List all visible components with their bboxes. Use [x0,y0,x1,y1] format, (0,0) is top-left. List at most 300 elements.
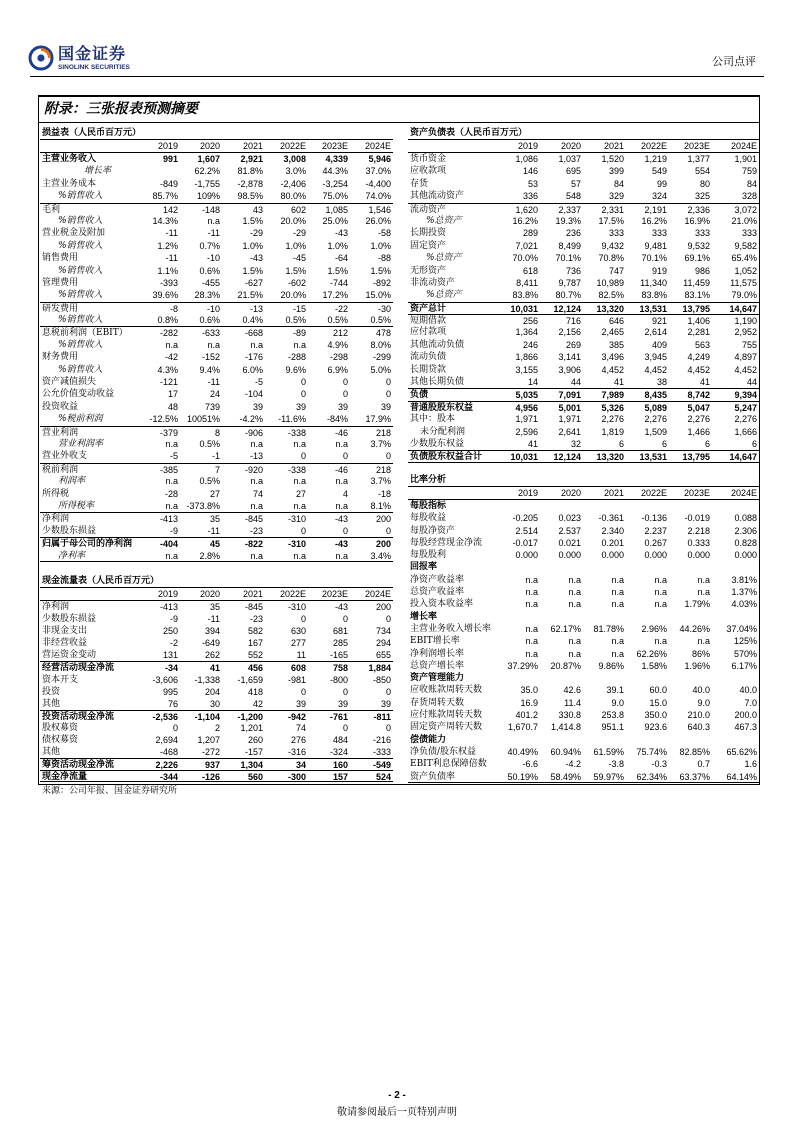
cell-value: 7.0 [744,697,757,708]
table-row [408,314,759,326]
cell-value: n.a [697,636,710,647]
cell-value: 60.94% [550,746,581,757]
cell-value: n.a [165,438,178,449]
cell-value: 26.0% [365,215,391,226]
cell-value: 83.8% [641,290,667,301]
cell-value: 4 [342,488,348,499]
cell-value: 0.000 [644,550,667,561]
table-row [408,426,759,438]
cell-value: n.a [568,648,581,659]
cell-value: -633 [201,328,220,339]
cell-value: -30 [377,303,391,314]
cell-value: -9 [169,614,178,625]
cell-value: 289 [522,228,538,239]
cell-value: -46 [334,427,348,438]
cell-value: 554 [694,166,710,177]
cell-value: -892 [372,277,391,288]
cell-value: -288 [287,352,306,363]
row-label: %税前利润 [58,414,103,425]
cell-value: -45 [292,253,306,264]
cell-value: -845 [244,602,263,612]
row-label: 其他流动负债 [410,339,465,350]
cell-value: 0.021 [558,537,581,548]
cell-value: -165 [329,650,348,661]
cell-value: 44.3% [322,166,348,177]
row-label: 财务费用 [42,352,79,363]
cell-value: -0.017 [512,537,538,548]
cell-value: 9,582 [734,240,757,251]
table-row [40,277,393,289]
cell-value: 39 [252,401,263,412]
year-header: 2019 [517,488,538,498]
cell-value: -2,536 [152,711,178,722]
year-header: 2021 [603,141,624,151]
cell-value: 1.1% [157,265,178,276]
cell-value: -23 [249,525,263,536]
cell-value: -121 [159,377,178,388]
cell-value: -43 [334,539,348,550]
cell-value: 6.17% [731,660,757,671]
table-row [408,240,759,252]
row-label: 投入资本收益率 [410,599,474,610]
cell-value: -845 [244,514,263,525]
cell-value: 1,201 [240,722,263,733]
cell-value: 9,432 [601,240,624,251]
cell-value: 4,249 [687,352,710,363]
year-header: 2022E [640,488,667,498]
header-label-cell [408,487,498,499]
cell-value: 2,276 [601,414,624,425]
cell-value: 294 [375,638,391,649]
table-row [40,463,393,475]
cell-value: -468 [159,747,178,758]
cell-value: -811 [373,711,391,722]
cell-value: 1,620 [515,204,538,215]
cell-value: 4,956 [515,402,538,413]
table-row [40,153,393,165]
row-label: 主营业务收入 [42,154,97,164]
cell-value: 563 [694,339,710,350]
cell-value: 5,035 [515,390,538,401]
table-row [40,722,393,734]
cell-value: n.a [293,500,306,511]
cell-value: 99 [656,178,667,189]
cell-value: 277 [290,638,306,649]
table-row [408,549,759,561]
cell-value: 42 [252,698,263,709]
cell-value: 333 [694,228,710,239]
cell-value: 8,435 [644,390,667,401]
cell-value: 2.306 [734,525,757,536]
cell-value: 39.6% [152,290,178,301]
cell-value: 11,340 [640,277,667,288]
cell-value: 0.5% [199,438,220,449]
row-label: 其他 [42,698,61,709]
cell-value: 548 [565,191,581,202]
cell-value: 560 [247,772,263,782]
cell-value: 325 [694,191,710,202]
cell-value: 35 [209,602,220,612]
cell-value: 37.29% [507,660,538,671]
cell-value: 1,819 [601,426,624,437]
cell-value: 80 [699,178,710,189]
cell-value: 50.19% [507,771,538,782]
cell-value: 1,971 [515,414,538,425]
cell-value: -9 [169,525,178,536]
table-row [40,758,393,770]
cell-value: 1.58% [641,660,667,671]
cell-value: -10 [206,253,220,264]
cell-value: 6 [618,438,624,449]
cell-value: 0.000 [687,550,710,561]
cell-value: 333 [651,228,667,239]
cell-value: 5,047 [687,402,710,413]
row-label: 筹资活动现金净流 [42,760,115,771]
cell-value: -385 [159,464,178,475]
row-label: 营业外收支 [42,451,88,462]
cell-value: -6.6 [522,759,538,770]
table-row [408,721,759,733]
year-header: 2023E [321,141,348,151]
row-label: %销售收入 [58,215,103,226]
cell-value: 552 [247,650,263,661]
cell-value: 736 [565,265,581,276]
cell-value: 57 [570,178,581,189]
cell-value: 9.86% [598,660,624,671]
cell-value: 30 [209,698,220,709]
row-label: 销售费用 [42,253,79,264]
cell-value: 1,466 [687,426,710,437]
row-label: 应收款项 [410,166,447,177]
cell-value: 7 [214,464,220,475]
table-row [408,203,759,215]
table-row [408,648,759,660]
cell-value: 204 [204,686,220,697]
section-heading-row [408,500,759,512]
cell-value: 0 [385,525,391,536]
cell-value: 64.14% [726,771,757,782]
row-label: 公允价值变动收益 [42,389,115,400]
cell-value: -43 [334,228,348,239]
cell-value: 262 [204,650,220,661]
cell-value: n.a [611,648,624,659]
table-row [408,450,759,462]
cell-value: -1,338 [194,674,220,685]
cell-value: 70.1% [641,253,667,264]
cell-value: 1,190 [734,316,757,327]
row-label: 主营业务成本 [42,178,97,189]
cell-value: 0 [342,722,348,733]
cell-value: 200.0 [734,710,757,721]
cell-value: 63.37% [679,771,710,782]
table-row [408,302,759,314]
table-row [408,376,759,388]
cell-value: 13,320 [596,303,624,314]
cell-value: 0 [342,525,348,536]
year-header: 2024E [364,589,391,599]
cell-value: 0 [385,722,391,733]
cell-value: -1 [211,451,220,462]
cell-value: 157 [332,772,348,782]
cell-value: 69.1% [684,253,710,264]
table-row [408,746,759,758]
row-label: %销售收入 [58,315,103,326]
table-row [40,746,393,758]
cell-value: 755 [741,339,757,350]
cell-value: 13,320 [596,452,624,462]
cell-value: n.a [293,438,306,449]
cell-value: 1.0% [242,240,263,251]
cell-value: 86% [691,648,710,659]
cell-value: 2.237 [644,525,667,536]
cell-value: 6 [704,438,710,449]
cell-value: 131 [162,650,178,661]
header-label-cell [40,588,137,600]
table-row [408,684,759,696]
cell-value: -29 [292,228,306,239]
header-divider [30,76,764,77]
table-row [40,698,393,710]
cell-value: 5,001 [558,402,581,413]
cell-value: 8,499 [558,240,581,251]
cell-value: n.a [654,599,667,610]
cell-value: 1.0% [285,240,306,251]
cell-value: 2,694 [155,735,178,746]
cell-value: 2,596 [515,426,538,437]
cell-value: 399 [608,166,624,177]
cell-value: 200 [375,539,391,550]
cell-value: 618 [522,265,538,276]
cell-value: 60.0 [649,685,667,696]
cell-value: 1,971 [558,414,581,425]
cell-value: -11 [207,228,220,239]
cell-value: 1.0% [327,240,348,251]
table-row [40,178,393,190]
table-row [40,637,393,649]
cell-value: 39.1 [606,685,624,696]
cell-value: 84 [613,178,624,189]
table-row [408,165,759,177]
cell-value: -11 [165,253,178,264]
cell-value: 1,304 [240,760,263,771]
cell-value: 218 [375,464,391,475]
cell-value: 747 [608,265,624,276]
cell-value: 85.7% [152,191,178,202]
cell-value: -298 [329,352,348,363]
table-row [40,710,393,722]
cell-value: 65.62% [726,746,757,757]
cell-value: 236 [565,228,581,239]
table-row [40,426,393,438]
table-row [408,438,759,450]
cell-value: -761 [329,711,348,722]
cell-value: -649 [201,638,220,649]
row-label: 长期贷款 [410,364,447,375]
row-label: 净负债/股东权益 [410,746,477,757]
table-row [40,550,393,562]
table-row [408,215,759,227]
cell-value: 17 [167,389,178,400]
cell-value: n.a [611,587,624,598]
cell-value: 3.0% [285,166,306,177]
row-label: 经营活动现金净流 [42,663,115,674]
cell-value: 7,021 [515,240,538,251]
row-label: 固定资产周转天数 [410,722,483,733]
cell-value: 82.5% [598,290,624,301]
cell-value: 17.9% [365,414,391,425]
cell-value: -43 [249,253,263,264]
title-divider [38,122,760,123]
year-header-row [408,487,759,500]
table-row [40,203,393,215]
cell-value: n.a [250,550,263,561]
table-row [40,438,393,450]
cell-value: -4,400 [365,178,391,189]
cell-value: 40.49% [507,746,538,757]
row-label: %总资产 [426,290,462,301]
row-label: 营业税金及附加 [42,228,106,239]
cell-value: 13,795 [682,452,710,462]
cell-value: 39 [295,698,306,709]
table-row [40,401,393,413]
row-label: %销售收入 [58,339,103,350]
cell-value: 81.8% [237,166,263,177]
cell-value: n.a [697,574,710,585]
source-note: 来源：公司年报、国金证券研究所 [42,786,178,796]
cell-value: 0.6% [199,265,220,276]
cell-value: 250 [162,626,178,637]
cell-value: 16.2% [512,215,538,226]
cell-value: 9,481 [644,240,667,251]
cell-value: -2,406 [280,178,306,189]
table-row [408,153,759,165]
cell-value: n.a [611,574,624,585]
row-label: 其中：股本 [410,414,456,425]
cell-value: 218 [375,427,391,438]
row-label: 货币资金 [410,154,447,164]
cell-value: 1,509 [644,426,667,437]
row-label: 净利润增长率 [410,648,465,659]
cell-value: 7,989 [601,390,624,401]
table-row [408,586,759,598]
year-header-row [40,140,393,153]
cell-value: -104 [244,389,263,400]
table-row [40,339,393,351]
cell-value: 330.8 [558,710,581,721]
cell-value: 146 [522,166,538,177]
cell-value: 5,946 [368,154,391,164]
cell-value: n.a [611,636,624,647]
cell-value: 0.267 [644,537,667,548]
table-row [408,326,759,338]
cell-value: 640.3 [687,722,710,733]
cell-value: 734 [375,626,391,637]
cell-value: -822 [244,539,263,550]
cell-value: -13 [249,303,263,314]
cell-value: 11,575 [730,277,757,288]
cell-value: 14,647 [729,303,757,314]
cell-value: -18 [377,488,391,499]
page-title: 附录：三张报表预测摘要 [44,101,198,117]
row-label: 资本开支 [42,674,79,685]
cell-value: 8.1% [370,500,391,511]
table-row [40,165,393,177]
cell-value: n.a [165,476,178,487]
year-header: 2024E [730,488,757,498]
row-label: %总资产 [426,253,462,264]
cell-value: 4.3% [157,364,178,375]
table-row [40,661,393,673]
cell-value: n.a [335,550,348,561]
cell-value: 76 [167,698,178,709]
cell-value: 2,952 [734,327,757,338]
cell-value: 167 [247,638,263,649]
table-row [40,674,393,686]
cell-value: 70.0% [512,253,538,264]
cell-value: 44.26% [679,623,710,634]
cell-value: -344 [159,772,178,782]
cell-value: 3.4% [370,550,391,561]
cell-value: -216 [372,735,391,746]
header-label-cell [40,140,137,152]
cell-value: 0 [342,614,348,625]
cell-value: 39 [337,401,348,412]
cell-value: 2 [214,722,220,733]
cell-value: 17.2% [322,290,348,301]
logo-chinese-name: 国金证券 [58,44,127,63]
disclaimer-note: 敬请参阅最后一页特别声明 [337,1107,457,1118]
cell-value: 25.0% [322,215,348,226]
row-label: 每股经营现金净流 [410,537,483,548]
cell-value: 8 [214,427,220,438]
cell-value: 14.3% [152,215,178,226]
row-label: 所得税率 [58,500,95,511]
cell-value: 3.7% [370,438,391,449]
row-label: 短期借款 [410,316,447,327]
cell-value: -413 [159,514,178,525]
cell-value: 2,331 [601,204,624,215]
cell-value: 4,452 [644,364,667,375]
cell-value: 17.5% [598,215,624,226]
cell-value: 333 [608,228,624,239]
cell-value: 75.74% [636,746,667,757]
cell-value: 81.78% [593,623,624,634]
cell-value: -43 [334,602,348,612]
cell-value: -11 [207,377,220,388]
cell-value: 1,866 [515,352,538,363]
row-label: 资产减值损失 [42,377,97,388]
cell-value: -4.2% [239,414,263,425]
cell-value: n.a [568,587,581,598]
row-label: 毛利 [42,204,61,215]
cell-value: n.a [568,574,581,585]
table-row [408,635,759,647]
section-heading-row [408,672,759,684]
cell-value: -23 [249,614,263,625]
cell-value: n.a [568,599,581,610]
cell-value: n.a [525,587,538,598]
row-label: 税前利润 [42,464,79,475]
table-row [40,351,393,363]
cell-value: 12,124 [553,452,581,462]
row-label: 长期投资 [410,228,447,239]
cell-value: 9.6% [285,364,306,375]
cell-value: 3,155 [515,364,538,375]
cell-value: 986 [694,265,710,276]
cell-value: 1,607 [197,154,220,164]
cell-value: 43 [252,204,263,215]
cell-value: 2.218 [687,525,710,536]
